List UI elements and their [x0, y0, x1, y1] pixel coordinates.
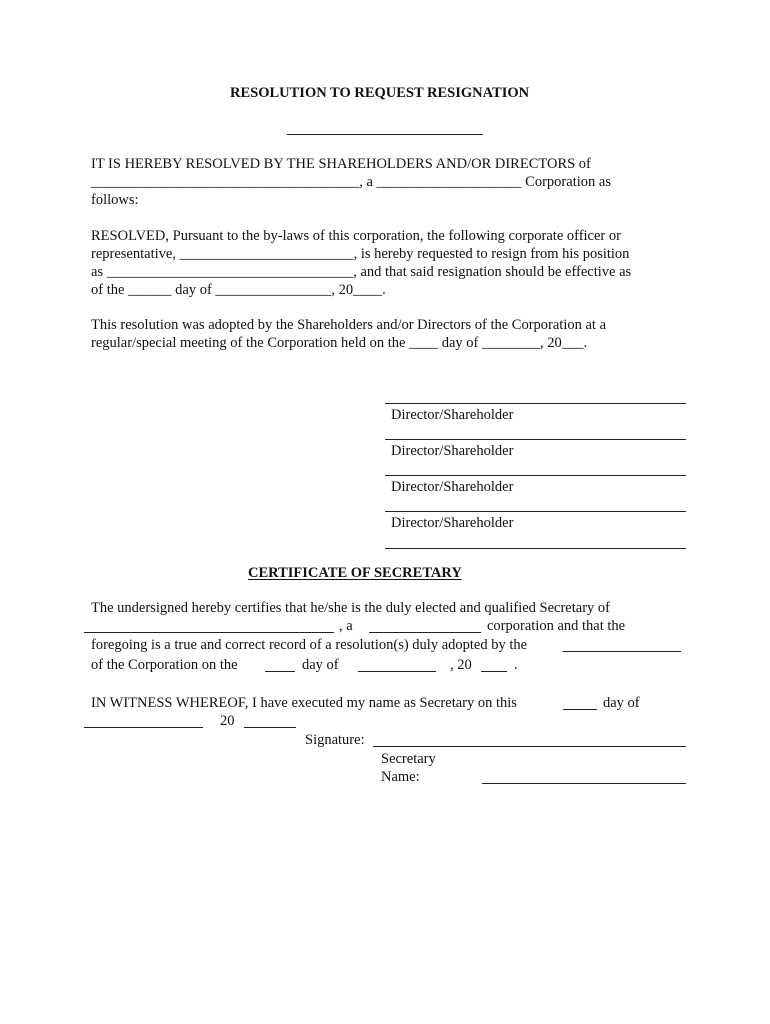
- signature-label: Signature:: [305, 732, 365, 748]
- para3-line1: This resolution was adopted by the Shareholders and/or Directors of the Corporation at a: [91, 317, 607, 333]
- witness-month-blank[interactable]: [84, 727, 203, 728]
- director-label-2: Director/Shareholder: [391, 443, 514, 459]
- director-label-4: Director/Shareholder: [391, 515, 514, 531]
- para1-line1: IT IS HEREBY RESOLVED BY THE SHAREHOLDERS AND/OR DIRECTORS of: [91, 156, 591, 172]
- certificate-line2b: corporation and that the: [487, 618, 626, 634]
- certificate-line4a: of the Corporation on the: [91, 657, 238, 673]
- state-blank[interactable]: [369, 632, 481, 633]
- director-signature-line-3[interactable]: [385, 475, 686, 476]
- corporation-name-blank[interactable]: [84, 632, 334, 633]
- certificate-line3: foregoing is a true and correct record of a resolution(s) duly adopted by the: [91, 637, 528, 653]
- cert-year-blank[interactable]: [481, 671, 507, 672]
- para2-line2: representative, ________________________, is hereby requested to resign from his position: [91, 246, 630, 262]
- para1-line2: _____________________________________, a ____________________ Corporation as: [91, 174, 611, 190]
- certificate-line2a: , a: [339, 618, 353, 634]
- secretary-name-line[interactable]: [482, 783, 686, 784]
- director-signature-line-4[interactable]: [385, 511, 686, 512]
- secretary-label: Secretary: [381, 751, 436, 767]
- director-label-1: Director/Shareholder: [391, 407, 514, 423]
- cert-day-blank[interactable]: [265, 671, 295, 672]
- document-title: RESOLUTION TO REQUEST RESIGNATION: [230, 85, 530, 101]
- title-underline-blank[interactable]: [287, 134, 483, 135]
- para2-line1: RESOLVED, Pursuant to the by-laws of this corporation, the following corporate officer or: [91, 228, 621, 244]
- name-label: Name:: [381, 769, 420, 785]
- witness-year-prefix: 20: [220, 713, 235, 729]
- certificate-line4b: day of: [302, 657, 339, 673]
- director-signature-line-1[interactable]: [385, 403, 686, 404]
- cert-month-blank[interactable]: [358, 671, 436, 672]
- para1-line3: follows:: [91, 192, 139, 208]
- director-signature-line-5[interactable]: [385, 548, 686, 549]
- para3-line2: regular/special meeting of the Corporation held on the ____ day of ________, 20___.: [91, 335, 588, 351]
- witness-day-of: day of: [603, 695, 640, 711]
- witness-text: IN WITNESS WHEREOF, I have executed my name as Secretary on this: [91, 695, 517, 711]
- director-signature-line-2[interactable]: [385, 439, 686, 440]
- certificate-line4c: , 20: [450, 657, 472, 673]
- certificate-line1: The undersigned hereby certifies that he/she is the duly elected and qualified Secretary of: [91, 600, 610, 616]
- signature-line[interactable]: [373, 746, 686, 747]
- para2-line4: of the ______ day of ________________, 20____.: [91, 282, 386, 298]
- para2-line3: as __________________________________, and that said resignation should be effective as: [91, 264, 632, 280]
- certificate-heading: CERTIFICATE OF SECRETARY: [248, 565, 462, 581]
- witness-year-blank[interactable]: [244, 727, 296, 728]
- witness-day-blank[interactable]: [563, 709, 597, 710]
- certificate-line4d: .: [514, 657, 518, 673]
- adopted-by-blank[interactable]: [563, 651, 681, 652]
- director-label-3: Director/Shareholder: [391, 479, 514, 495]
